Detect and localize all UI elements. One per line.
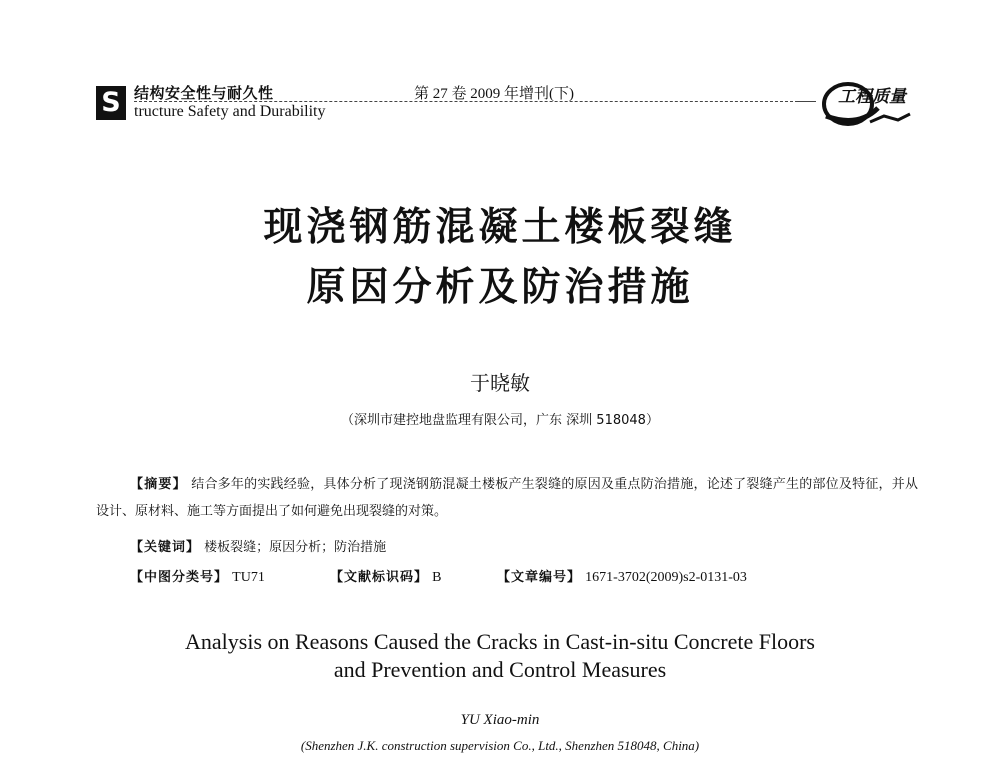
document-code-label: 【文献标识码】 — [330, 570, 429, 585]
keywords-label: 【关键词】 — [130, 540, 201, 555]
document-code-value: B — [432, 570, 442, 585]
journal-name-en: tructure Safety and Durability — [134, 103, 326, 120]
classification-value: TU71 — [232, 570, 265, 585]
article-number-label: 【文章编号】 — [497, 570, 582, 585]
article-number-value: 1671-3702(2009)s2-0131-03 — [585, 570, 747, 585]
affiliation-en: (Shenzhen J.K. construction supervision Co., Ltd., Shenzhen 518048, China) — [300, 738, 700, 753]
paper-title-en-line1: Analysis on Reasons Caused the Cracks in Cast-in-situ Concrete Floors — [185, 629, 815, 654]
header-rule-tail — [798, 101, 816, 102]
affiliation-cn: （深圳市建控地盘监理有限公司，广东 深圳 518048） — [341, 413, 659, 428]
abstract — [96, 471, 918, 525]
keywords-text: 楼板裂缝；原因分析；防治措施 — [204, 540, 387, 555]
author-cn: 于晓敏 — [470, 371, 530, 395]
engineering-quality-logo — [818, 78, 914, 130]
svg-text:工程质量: 工程质量 — [838, 87, 906, 107]
classification-label: 【中图分类号】 — [130, 570, 229, 585]
paper-title-cn-line1: 现浇钢筋混凝土楼板裂缝 — [263, 205, 737, 250]
abstract-label: 【摘要】 — [130, 477, 187, 492]
keywords — [130, 536, 386, 555]
author-en: YU Xiao-min — [460, 712, 540, 728]
journal-name-cn: 结构安全性与耐久性 — [134, 84, 274, 102]
paper-title-cn-line2: 原因分析及防治措施 — [306, 265, 694, 310]
paper-title-en-line2: and Prevention and Control Measures — [333, 657, 667, 682]
classification-number — [130, 566, 265, 586]
header-rule — [134, 101, 798, 102]
journal-s-logo: S — [96, 86, 126, 120]
journal-issue: 第 27 卷 2009 年增刊(下) — [414, 86, 574, 102]
document-code — [330, 566, 442, 586]
article-number — [497, 566, 747, 586]
paper-title-en — [0, 628, 1000, 684]
paper-title-cn — [0, 198, 1000, 318]
abstract-text: 结合多年的实践经验，具体分析了现浇钢筋混凝土楼板产生裂缝的原因及重点防治措施，论述了裂缝产生的部位及特征，并从设计、原材料、施工等方面提出了如何避免出现裂缝的对策。 — [96, 477, 918, 519]
